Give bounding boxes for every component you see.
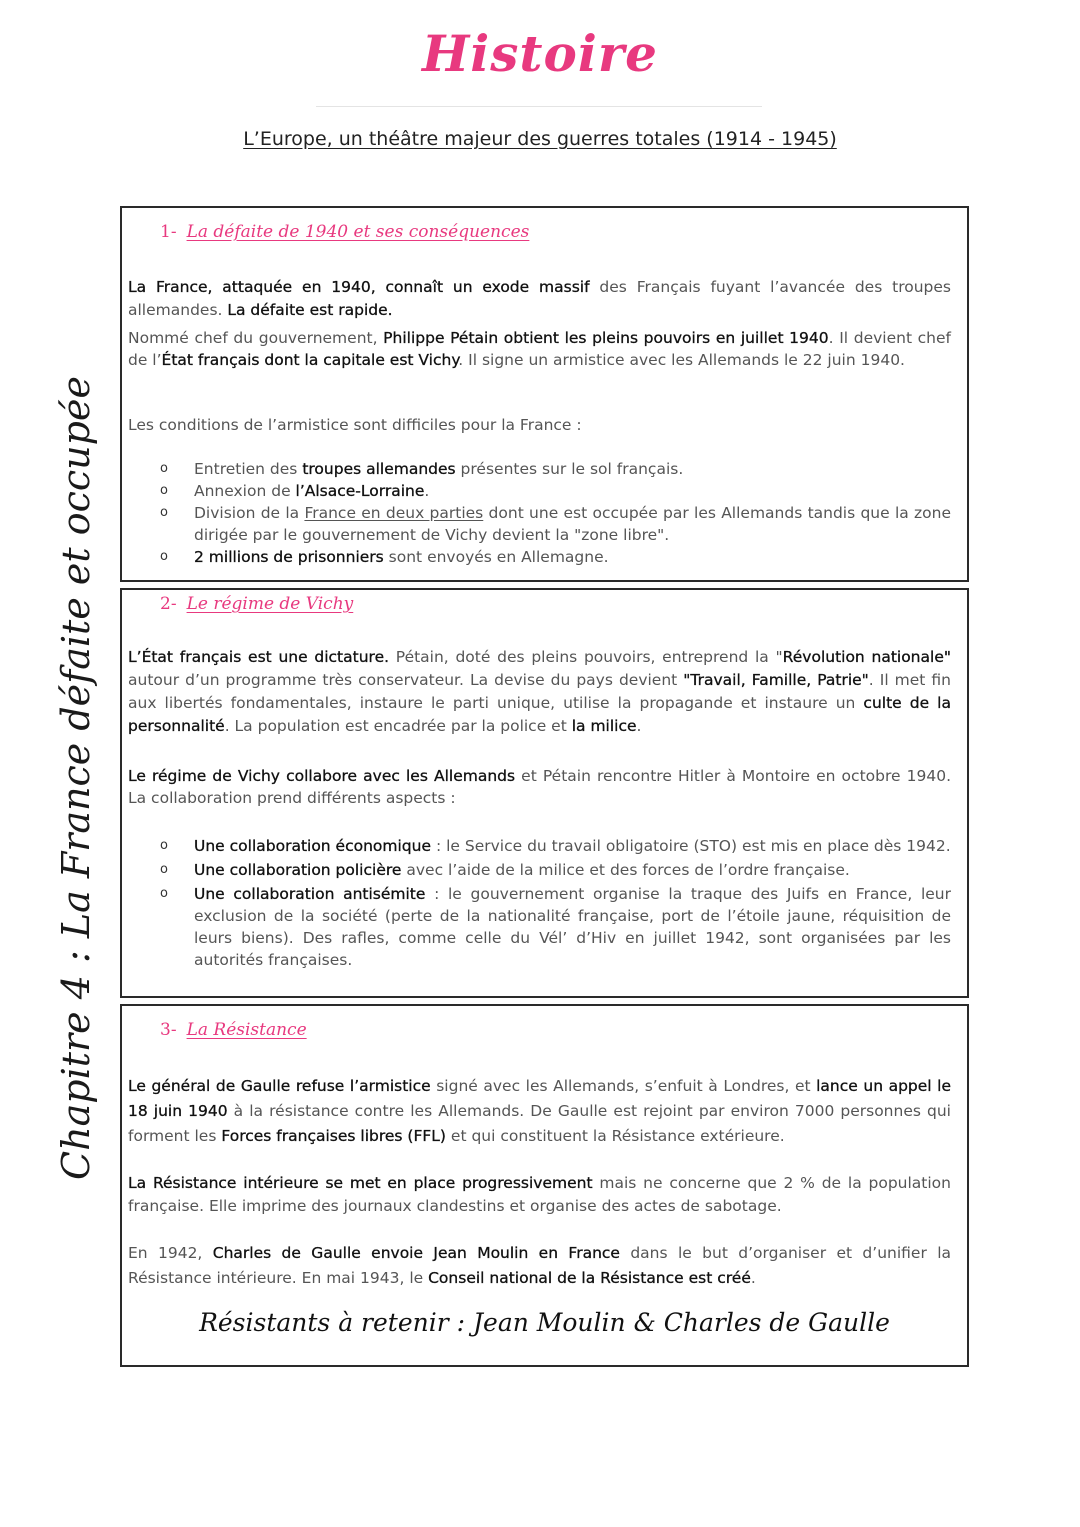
text: Annexion de — [194, 482, 296, 500]
bullet-icon: o — [160, 886, 168, 901]
list-item — [128, 480, 951, 502]
text: Pétain, doté des pleins pouvoirs, entreprend la " — [389, 648, 783, 666]
resistants-to-remember: Résistants à retenir : Jean Moulin & Charles de Gaulle — [199, 1308, 890, 1337]
bold-text: Révolution nationale" — [782, 648, 951, 666]
text: avec l’aide de la milice et des forces de l’ordre française. — [401, 861, 850, 879]
text: à la résistance contre les Allemands. De Gaulle est rejoint par environ 7000 personnes qui forment les — [128, 1102, 951, 1145]
text: : le Service du travail obligatoire (STO) est mis en place dès 1942. — [431, 837, 951, 855]
bold-text: 2 millions de prisonniers — [194, 548, 384, 566]
paragraph — [128, 1074, 951, 1149]
text: En 1942, — [128, 1244, 213, 1262]
text: et qui constituent la Résistance extérieure. — [445, 1127, 785, 1145]
paragraph — [128, 276, 951, 322]
section-heading-text: La défaite de 1940 et ses conséquences — [186, 222, 530, 242]
bold-text: Une collaboration économique — [194, 837, 432, 855]
section-regime-vichy — [120, 588, 969, 998]
bullet-icon: o — [160, 862, 168, 877]
text: sont envoyés en Allemagne. — [383, 548, 609, 566]
text: Division de la — [194, 504, 305, 522]
section-number: 1- — [160, 222, 177, 242]
bold-text: Conseil national de la Résistance est créé — [428, 1269, 751, 1287]
bold-text: Une collaboration policière — [194, 861, 402, 879]
text: et Pétain rencontre Hitler à Montoire en octobre 1940. La collaboration prend différents aspects : — [128, 767, 951, 807]
section-heading — [160, 594, 353, 614]
text: . — [750, 1269, 756, 1287]
text: . Il signe un armistice avec les Allemands le 22 juin 1940. — [458, 351, 905, 369]
bold-text: L’État français est une dictature. — [128, 648, 390, 666]
text: . — [424, 482, 430, 500]
bold-text: Forces françaises libres (FFL) — [221, 1127, 446, 1145]
paragraph — [128, 1241, 951, 1291]
title-divider — [316, 106, 762, 107]
text: Entretien des — [194, 460, 303, 478]
section-number: 2- — [160, 594, 177, 614]
text: . Il met fin aux libertés fondamentales, instaure le parti unique, utilise la propagande et instaure un — [128, 671, 951, 712]
bold-text: Charles de Gaulle envoie Jean Moulin en France — [212, 1244, 620, 1262]
text: . La population est encadrée par la police et — [224, 717, 572, 735]
bullet-icon: o — [160, 505, 168, 520]
bold-text: État français dont la capitale est Vichy — [161, 351, 459, 369]
text: présentes sur le sol français. — [455, 460, 684, 478]
list-item — [128, 458, 951, 480]
text: . — [636, 717, 642, 735]
bold-text: Le général de Gaulle refuse l’armistice — [128, 1077, 431, 1095]
bold-text: la milice — [571, 717, 637, 735]
list-item — [128, 883, 951, 971]
section-heading — [160, 222, 529, 242]
paragraph — [128, 765, 951, 809]
underlined-text: France en deux parties — [304, 504, 484, 522]
collaboration-list — [128, 835, 951, 971]
section-heading-text: Le régime de Vichy — [186, 594, 354, 614]
bold-text: troupes allemandes — [302, 460, 456, 478]
bold-text: lance un appel le 18 juin 1940 — [128, 1077, 951, 1120]
armistice-conditions-list — [128, 458, 951, 568]
list-item — [128, 859, 951, 881]
bold-text: La défaite est rapide. — [227, 301, 393, 319]
list-item — [128, 546, 951, 568]
section-resistance — [120, 1004, 969, 1367]
section-number: 3- — [160, 1020, 177, 1040]
bold-text: Le régime de Vichy collabore avec les Allemands — [128, 767, 516, 785]
paragraph — [128, 1172, 951, 1218]
text: autour d’un programme très conservateur. La devise du pays devient — [128, 671, 684, 689]
text: des Français fuyant l’avancée des troupes allemandes. — [128, 278, 952, 319]
paragraph — [128, 646, 951, 738]
bold-text: Une collaboration antisémite — [194, 885, 426, 903]
bullet-icon: o — [160, 549, 168, 564]
bold-text: "Travail, Famille, Patrie" — [683, 671, 869, 689]
list-item — [128, 835, 951, 857]
text: dans le but d’organiser et d’unifier la Résistance intérieure. En mai 1943, le — [128, 1244, 952, 1287]
page-subtitle: L’Europe, un théâtre majeur des guerres totales (1914 - 1945) — [243, 128, 837, 150]
text: : le gouvernement organise la traque des Juifs en France, leur exclusion de la société (perte de la nationalité française, port de l’étoile jaune, réquisition de leurs biens). Des rafles, comme celle du Vél’ d’Hiv en juillet 1942, sont organisées par les autorités françaises. — [194, 885, 951, 969]
paragraph: Les conditions de l’armistice sont difficiles pour la France : — [128, 416, 582, 434]
bullet-icon: o — [160, 483, 168, 498]
page-title: Histoire — [422, 24, 658, 83]
text: . Il devient chef de l’ — [128, 329, 952, 369]
bullet-icon: o — [160, 461, 168, 476]
bold-text: La Résistance intérieure se met en place progressivement — [128, 1174, 593, 1192]
section-defaite-1940 — [120, 206, 969, 582]
chapter-side-title-text: Chapitre 4 : La France défaite et occupée — [54, 376, 98, 1180]
paragraph — [128, 327, 951, 371]
text: dont une est occupée par les Allemands tandis que la zone dirigée par le gouvernement de Vichy devient la "zone libre". — [194, 504, 952, 544]
bold-text: culte de la personnalité — [128, 694, 951, 735]
bold-text: l’Alsace-Lorraine — [295, 482, 425, 500]
list-item — [128, 502, 951, 546]
section-heading-text: La Résistance — [186, 1020, 307, 1040]
text: mais ne concerne que 2 % de la population française. Elle imprime des journaux clandestins et organise des actes de sabotage. — [128, 1174, 951, 1215]
bullet-icon: o — [160, 838, 168, 853]
text: Nommé chef du gouvernement, — [128, 329, 384, 347]
bold-text: La France, attaquée en 1940, connaît un exode massif — [128, 278, 590, 296]
bold-text: Philippe Pétain obtient les pleins pouvoirs en juillet 1940 — [383, 329, 829, 347]
section-heading — [160, 1020, 307, 1040]
text: signé avec les Allemands, s’enfuit à Londres, et — [430, 1077, 817, 1095]
